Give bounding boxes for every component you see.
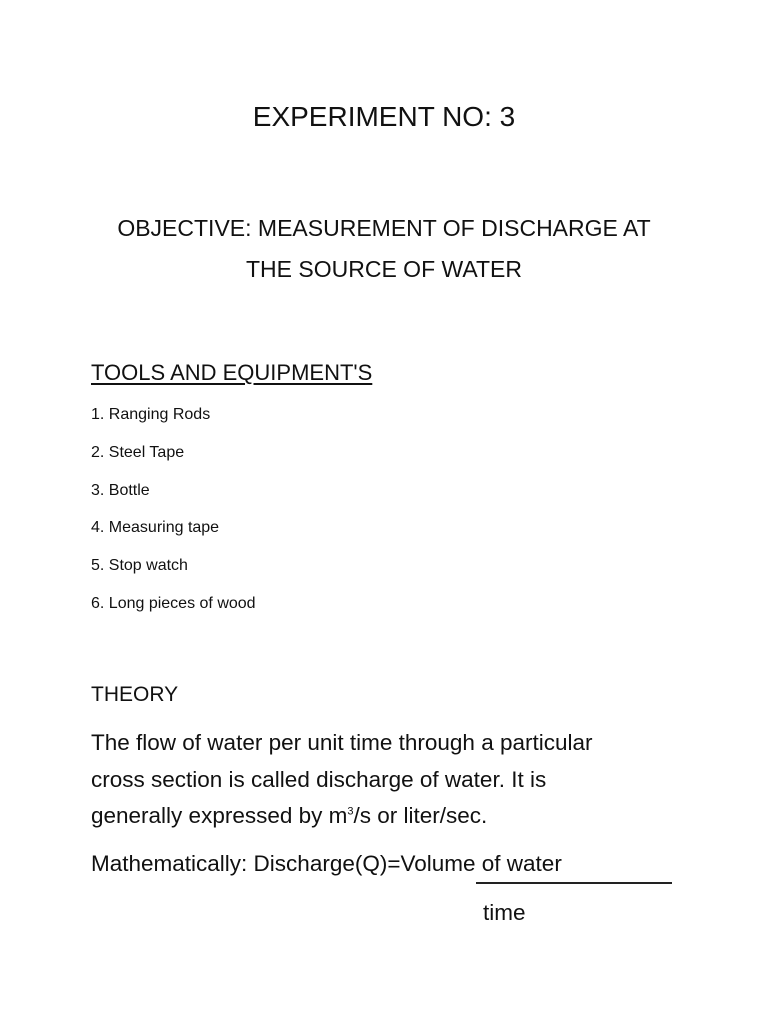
formula-line: Mathematically: Discharge(Q)=Volume of water: [91, 851, 562, 876]
formula-denominator: time: [483, 900, 526, 925]
tool-item: 5. Stop watch: [91, 557, 188, 574]
objective-line-1: OBJECTIVE: MEASUREMENT OF DISCHARGE AT: [117, 215, 651, 241]
fraction-bar: [476, 882, 672, 884]
tool-item: 4. Measuring tape: [91, 519, 220, 536]
units-text: generally expressed by m: [91, 803, 348, 828]
superscript: 3: [347, 805, 354, 818]
tool-item: 6. Long pieces of wood: [91, 595, 256, 612]
theory-line-2: cross section is called discharge of water. It is: [91, 767, 547, 792]
units-text-2: /s or liter/sec.: [353, 803, 488, 828]
tools-heading: TOOLS AND EQUIPMENT'S: [91, 360, 373, 385]
theory-line-3: [91, 803, 487, 829]
tool-item: 1. Ranging Rods: [91, 406, 211, 423]
page-title: EXPERIMENT NO: 3: [252, 101, 516, 132]
theory-heading: THEORY: [91, 683, 179, 706]
objective-line-2: THE SOURCE OF WATER: [246, 256, 522, 282]
tool-item: 2. Steel Tape: [91, 444, 185, 461]
tool-item: 3. Bottle: [91, 482, 150, 499]
theory-line-1: The flow of water per unit time through a particular: [91, 730, 593, 755]
